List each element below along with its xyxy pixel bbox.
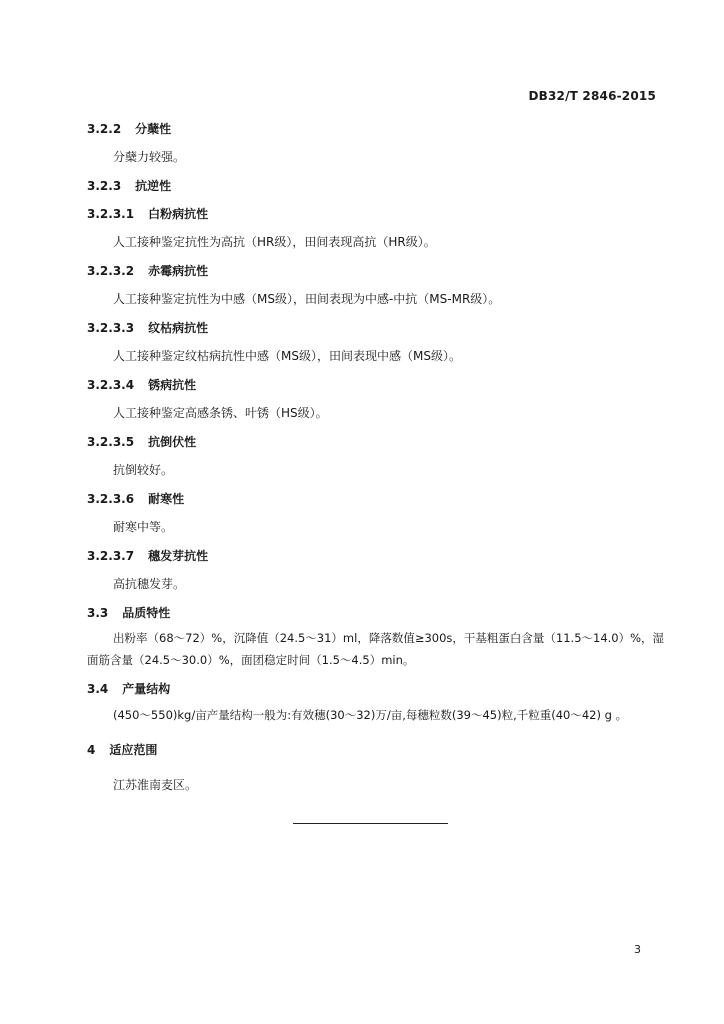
section-number: 3.3	[87, 606, 109, 620]
standard-code: DB32/T 2846-2015	[528, 89, 656, 103]
section-title: 分蘖性	[135, 122, 172, 136]
section-title: 抗逆性	[135, 179, 172, 193]
section-title: 耐寒性	[148, 492, 185, 506]
section-heading	[87, 319, 208, 336]
paragraph: 分蘖力较强。	[113, 150, 186, 164]
paragraph: 抗倒较好。	[113, 463, 174, 477]
section-number: 3.4	[87, 682, 109, 696]
section-number: 3.2.3.3	[87, 321, 135, 335]
section-title: 赤霉病抗性	[148, 264, 209, 278]
section-title: 纹枯病抗性	[148, 321, 209, 335]
section-number: 4	[87, 743, 96, 757]
section-title: 白粉病抗性	[148, 207, 209, 221]
section-title: 适应范围	[109, 743, 158, 757]
paragraph: 人工接种鉴定纹枯病抗性中感（MS级），田间表现中感（MS级）。	[113, 349, 461, 363]
paragraph: (450～550)kg/亩产量结构一般为:有效穗(30～32)万/亩,每穗粒数(39～45)粒,千粒重(40～42) g 。	[113, 708, 628, 722]
section-heading	[87, 490, 184, 507]
paragraph: 耐寒中等。	[113, 520, 174, 534]
section-title: 产量结构	[122, 682, 171, 696]
section-number: 3.2.3.1	[87, 207, 135, 221]
section-heading	[87, 680, 170, 697]
section-heading	[87, 262, 208, 279]
section-title: 穗发芽抗性	[148, 549, 209, 563]
paragraph: 出粉率（68～72）%，沉降值（24.5～31）ml，降落数值≥300s，干基粗蛋白含量（11.5～14.0）%，湿面筋含量（24.5～30.0）%，面团稳定时间（1.5～4.5）min。	[87, 631, 665, 667]
section-title: 品质特性	[122, 606, 171, 620]
section-number: 3.2.3	[87, 179, 122, 193]
paragraph: 人工接种鉴定抗性为中感（MS级），田间表现为中感-中抗（MS-MR级）。	[113, 292, 501, 306]
section-heading	[87, 376, 196, 393]
section-heading	[87, 177, 171, 194]
section-heading	[87, 604, 170, 621]
section-heading	[87, 547, 208, 564]
section-number: 3.2.3.2	[87, 264, 135, 278]
paragraph: 人工接种鉴定高感条锈、叶锈（HS级）。	[113, 406, 328, 420]
section-number: 3.2.3.7	[87, 549, 135, 563]
page-number: 3	[634, 943, 641, 956]
section-number: 3.2.3.4	[87, 378, 135, 392]
section-heading	[87, 120, 171, 137]
section-heading	[87, 741, 157, 758]
paragraph: 人工接种鉴定抗性为高抗（HR级），田间表现高抗（HR级）。	[113, 235, 436, 249]
paragraph: 江苏淮南麦区。	[113, 778, 198, 792]
paragraph: 高抗穗发芽。	[113, 577, 186, 591]
section-title: 抗倒伏性	[148, 435, 197, 449]
section-heading	[87, 433, 196, 450]
end-divider	[293, 823, 448, 824]
section-heading	[87, 205, 208, 222]
section-number: 3.2.2	[87, 122, 122, 136]
section-number: 3.2.3.6	[87, 492, 135, 506]
section-number: 3.2.3.5	[87, 435, 135, 449]
section-title: 锈病抗性	[148, 378, 197, 392]
